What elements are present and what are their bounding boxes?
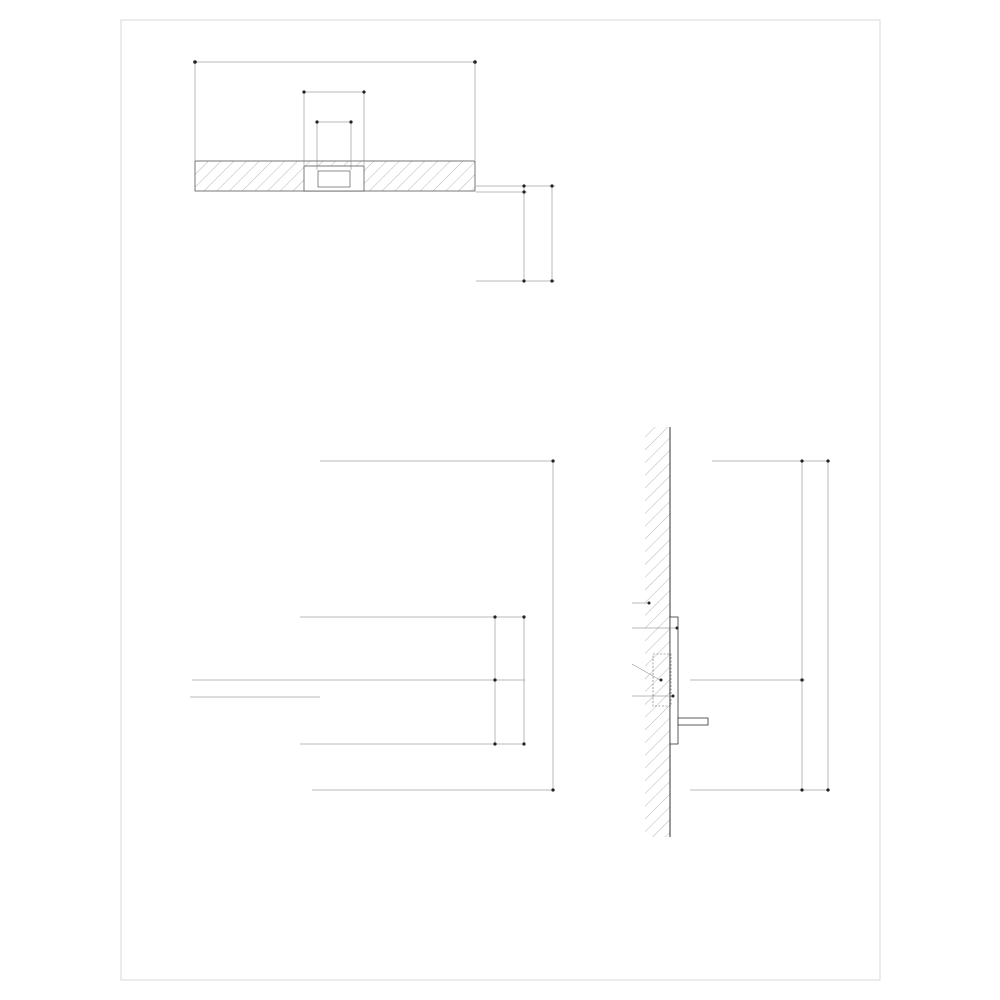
dim-tick [493,742,496,745]
dim-tick [800,788,803,791]
dim-tick [800,678,803,681]
side-backplate [670,617,678,744]
dim-tick [302,90,305,93]
dim-tick [522,279,525,282]
front-view [190,459,555,791]
top-view [193,60,555,282]
dim-tick [493,615,496,618]
dim-tick [315,120,318,123]
dim-tick [826,459,829,462]
dim-tick [522,190,525,193]
leader-dot [648,602,651,605]
dim-tick [473,60,477,64]
leader-dot [672,695,675,698]
dim-tick [826,788,829,791]
dim-tick [493,678,496,681]
dim-tick [349,120,352,123]
dim-tick [522,184,525,187]
dim-tick [800,459,803,462]
dim-tick [522,742,525,745]
leader-dot [660,679,663,682]
dim-tick [550,184,553,187]
dim-tick [550,279,553,282]
side-view [632,427,830,837]
dim-tick [551,459,554,462]
leader-dot [676,627,679,630]
dim-tick [522,615,525,618]
dim-tick [551,788,554,791]
dim-tick [362,90,365,93]
dim-tick [193,60,197,64]
side-arm [678,718,708,725]
side-wall-hatch [645,427,670,837]
